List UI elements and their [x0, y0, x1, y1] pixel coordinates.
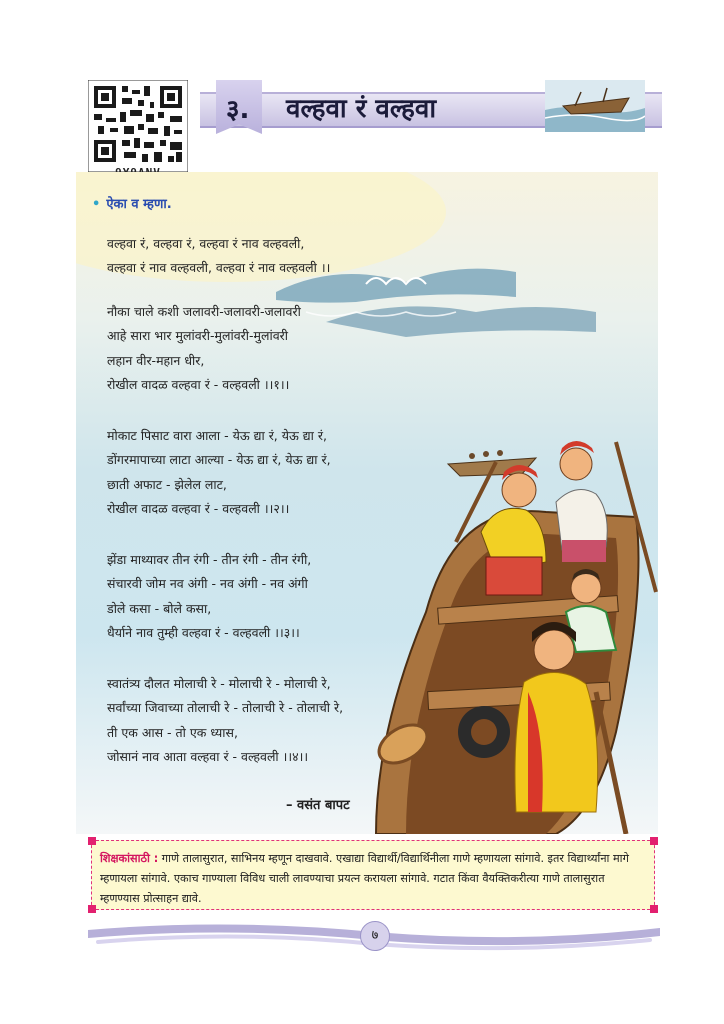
poem-line: लहान वीर-महान धीर,	[107, 352, 205, 368]
poem-line: छाती अफाट - झेलेल लाट,	[107, 476, 227, 492]
teacher-note-box	[91, 840, 655, 910]
note-corner	[88, 905, 96, 913]
poem-line: धैर्याने नाव तुम्ही वल्हवा रं - वल्हवली ।।३।।	[107, 625, 300, 641]
note-corner	[88, 837, 96, 845]
poem-line: स्वातंत्र्य दौलत मोलाची रे - मोलाची रे - मोलाची रे,	[107, 676, 331, 691]
teacher-note-label: शिक्षकांसाठी :	[100, 852, 159, 865]
poem-line: आहे सारा भार मुलांवरी-मुलांवरी-मुलांवरी	[107, 328, 288, 344]
poem-stanza-2	[107, 424, 331, 522]
poem-line: जोसानं नाव आता वल्हवा रं - वल्हवली ।।४।।	[107, 749, 309, 765]
boat-icon	[545, 80, 645, 132]
poem-line: सर्वांच्या जिवाच्या तोलाची रे - तोलाची रे - तोलाची रे,	[107, 700, 344, 716]
poem-line: ती एक आस - तो एक ध्यास,	[107, 724, 238, 740]
teacher-note-body: गाणे तालासुरात, साभिनय म्हणून दाखवावे. एखाद्या विद्यार्थी/विद्यार्थिनीला गाणे म्हणायला सांगावे. इतर विद्यार्थ्यांना मागे म्हणायला सांगावे. एकाच गाण्याला विविध चाली लावण्याचा प्रयत्न करायला सांगावे. गटात किंवा वैयक्तिकरीत्या गाणे तालासुरात म्हणण्यास प्रोत्साहन द्यावे.	[100, 852, 629, 905]
poem-line: डोले कसा - बोले कसा,	[107, 600, 212, 616]
qr-code[interactable]	[88, 80, 188, 172]
chapter-title: वल्हवा रं वल्हवा	[286, 94, 437, 124]
poem-stanza-4	[107, 672, 343, 770]
poem-line: रोखील वादळ वल्हवा रं - वल्हवली ।।२।।	[107, 501, 290, 517]
note-corner	[650, 905, 658, 913]
poem-line: झेंडा माथ्यावर तीन रंगी - तीन रंगी - तीन रंगी,	[107, 552, 312, 567]
instruction-text	[92, 194, 172, 212]
teacher-note-text	[100, 849, 646, 909]
page-number: ७	[360, 921, 390, 951]
poem-line: वल्हवा रं नाव वल्हवली, वल्हवा रं नाव वल्हवली ।।	[107, 260, 331, 276]
instruction-label: ऐका व म्हणा.	[106, 197, 172, 212]
poem-line: रोखील वादळ वल्हवा रं - वल्हवली ।।१।।	[107, 377, 290, 393]
poem-stanza-3	[107, 548, 311, 646]
note-corner	[650, 837, 658, 845]
poem-line: वल्हवा रं, वल्हवा रं, वल्हवा रं नाव वल्हवली,	[107, 236, 305, 251]
poem-line: संचारवी जोम नव अंगी - नव अंगी - नव अंगी	[107, 576, 308, 592]
poem-line: मोकाट पिसाट वारा आला - येऊ द्या रं, येऊ द्या रं,	[107, 428, 327, 443]
poem-stanza-1	[107, 300, 301, 398]
chapter-number: ३.	[226, 95, 250, 125]
poem-line: नौका चाले कशी जलावरी-जलावरी-जलावरी	[107, 304, 301, 319]
poem-stanza-refrain	[107, 232, 330, 281]
poem-author: – वसंत बापट	[286, 798, 350, 813]
bullet-icon: •	[92, 197, 101, 212]
poem-line: डोंगरमापाच्या लाटा आल्या - येऊ द्या रं, येऊ द्या रं,	[107, 452, 331, 468]
